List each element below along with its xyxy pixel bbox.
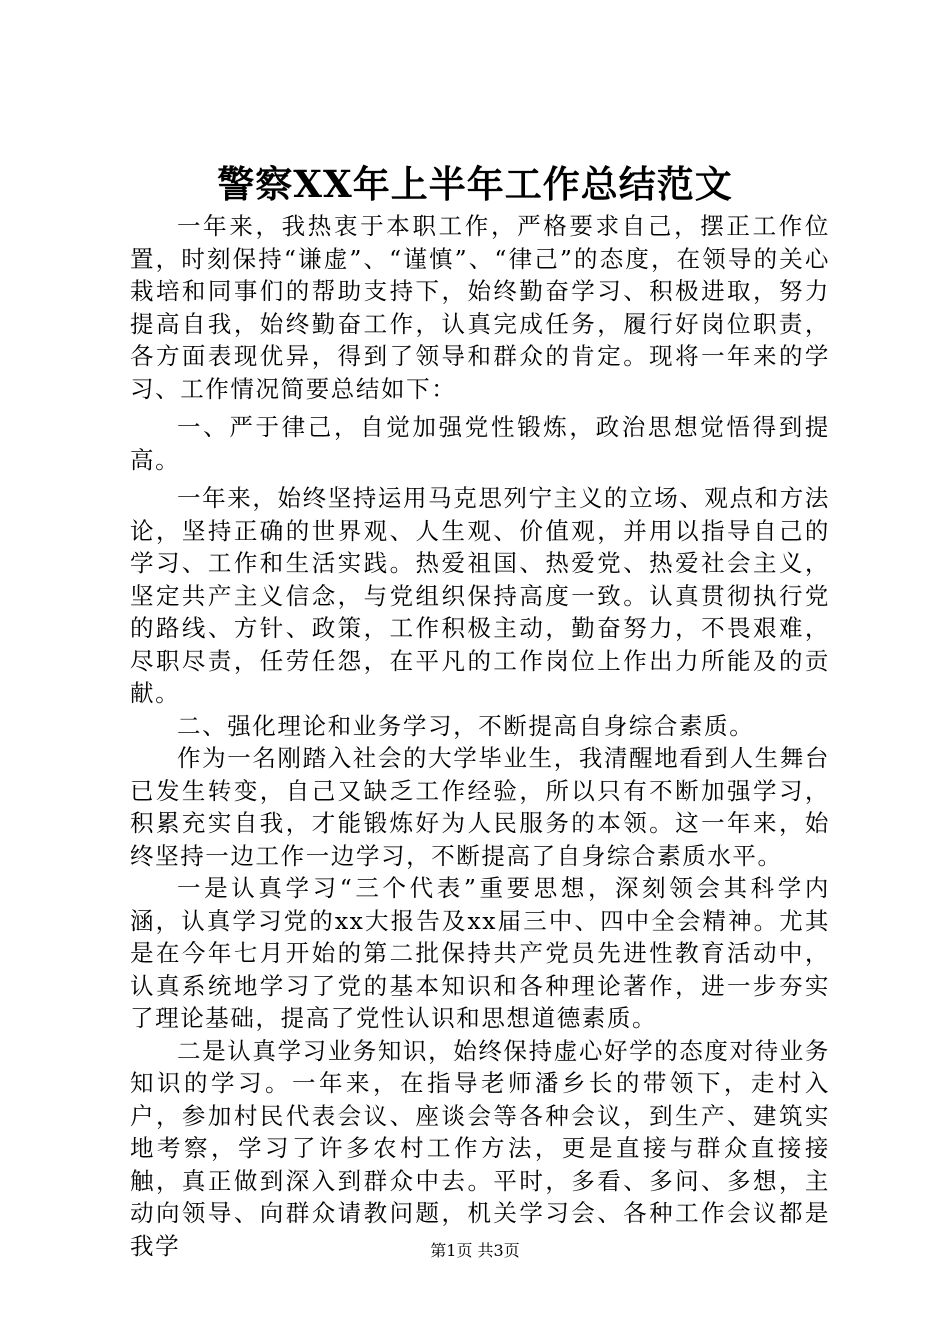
paragraph-section-1: 一年来，始终坚持运用马克思列宁主义的立场、观点和方法论，坚持正确的世界观、人生观、价值观，并用以指导自己的学习、工作和生活实践。热爱祖国、热爱党、热爱社会主义，坚定共产主义信念，与党组织保持高度一致。认真贯彻执行党的路线、方针、政策，工作积极主动，勤奋努力，不畏艰难，尽职尽责，任劳任怨，在平凡的工作岗位上作出力所能及的贡献。 — [130, 484, 830, 707]
section-heading-2: 二、强化理论和业务学习，不断提高自身综合素质。 — [177, 711, 755, 740]
paragraph-point-2: 二是认真学习业务知识，始终保持虚心好学的态度对待业务知识的学习。一年来，在指导老师潘乡长的带领下，走村入户，参加村民代表会议、座谈会等各种会议，到生产、建筑实地考察，学习了许多农村工作方法，更是直接与群众直接接触，真正做到深入到群众中去。平时，多看、多问、多想，主动向领导、向群众请教问题，机关学习会、各种工作会议都是我学 — [130, 1036, 830, 1260]
paragraph-section-2: 作为一名刚踏入社会的大学毕业生，我清醒地看到人生舞台已发生转变，自己又缺乏工作经验，所以只有不断加强学习，积累充实自我，才能锻炼好为人民服务的本领。这一年来，始终坚持一边工作一边学习，不断提高了自身综合素质水平。 — [130, 744, 830, 870]
document-body — [130, 210, 830, 1262]
paragraph-intro: 一年来，我热衷于本职工作，严格要求自己，摆正工作位置，时刻保持“谦虚”、“谨慎”、“律己”的态度，在领导的关心栽培和同事们的帮助支持下，始终勤奋学习、积极进取，努力提高自我，始终勤奋工作，认真完成任务，履行好岗位职责，各方面表现优异，得到了领导和群众的肯定。现将一年来的学习、工作情况简要总结如下： — [130, 212, 830, 403]
document-title: 警察XX年上半年工作总结范文 — [217, 162, 733, 206]
section-heading-1: 一、严于律己，自觉加强党性锻炼，政治思想觉悟得到提高。 — [130, 413, 830, 474]
paragraph-point-1: 一是认真学习“三个代表”重要思想，深刻领会其科学内涵，认真学习党的xx大报告及xx届三中、四中全会精神。尤其是在今年七月开始的第二批保持共产党员先进性教育活动中，认真系统地学习了党的基本知识和各种理论著作，进一步夯实了理论基础，提高了党性认识和思想道德素质。 — [130, 874, 830, 1032]
page-footer: 第1页 共3页 — [430, 1241, 520, 1260]
